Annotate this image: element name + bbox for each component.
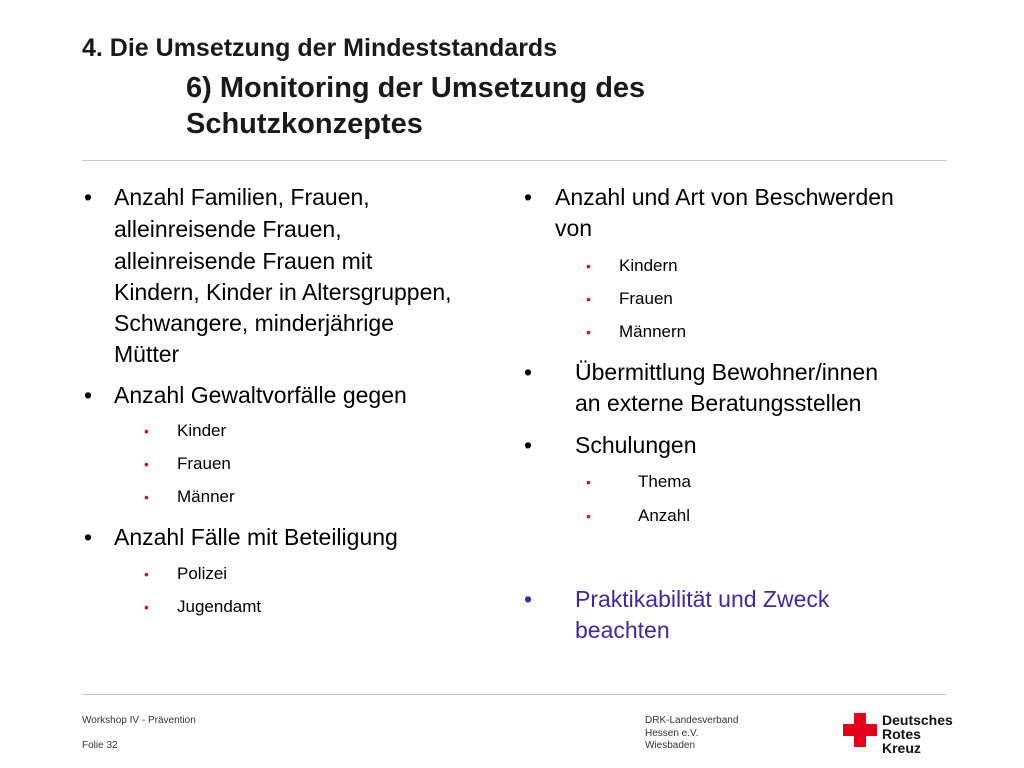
right-bullet-2-line: an externe Beratungsstellen (575, 390, 862, 416)
bullet-icon: • (586, 474, 591, 490)
left-bullet-3-line: Anzahl Fälle mit Beteiligung (114, 524, 398, 550)
right-bullet-1-line: von (555, 215, 593, 241)
left-bullet-1-line: alleinreisende Frauen, (114, 216, 342, 242)
footer-org-line-3: Wiesbaden (645, 740, 696, 751)
bullet-icon: • (524, 184, 533, 210)
right-bullet-3-line: Schulungen (575, 432, 697, 458)
title-divider (82, 160, 947, 161)
bullet-icon: • (524, 586, 533, 612)
right-bullet-4-line: Praktikabilität und Zweck (575, 586, 830, 612)
right-bullet-1-line: Anzahl und Art von Beschwerden (555, 184, 894, 210)
left-bullet-2-line: Anzahl Gewaltvorfälle gegen (114, 382, 407, 408)
bullet-icon: • (144, 599, 149, 615)
left-bullet-1-line: Schwangere, minderjährige (114, 310, 394, 336)
footer-org-line-1: DRK-Landesverband (645, 715, 739, 726)
footer-workshop: Workshop IV - Prävention (82, 715, 196, 726)
drk-logo-text (882, 713, 953, 755)
bullet-icon: • (586, 258, 591, 274)
bullet-icon: • (144, 456, 149, 472)
logo-line-3: Kreuz (882, 740, 921, 756)
red-cross-icon (843, 713, 877, 747)
footer-slide-number: Folie 32 (82, 740, 118, 751)
right-bullet-2-line: Übermittlung Bewohner/innen (575, 359, 879, 385)
bullet-icon: • (586, 508, 591, 524)
bullet-icon: • (84, 184, 93, 210)
logo-line-2: Rotes (882, 726, 921, 742)
logo-line-1: Deutsches (882, 712, 953, 728)
bullet-icon: • (524, 432, 533, 458)
slide-title-line-2: 6) Monitoring der Umsetzung des (186, 72, 646, 104)
slide-title-line-1: 4. Die Umsetzung der Mindeststandards (82, 34, 558, 62)
slide-title-line-3: Schutzkonzeptes (186, 108, 423, 140)
bullet-icon: • (84, 524, 93, 550)
bullet-icon: • (144, 566, 149, 582)
left-bullet-1-line: Mütter (114, 341, 180, 367)
bullet-icon: • (144, 489, 149, 505)
bullet-icon: • (586, 324, 591, 340)
bullet-icon: • (586, 291, 591, 307)
footer-divider (82, 694, 947, 695)
left-bullet-1-line: Anzahl Familien, Frauen, (114, 184, 370, 210)
bullet-icon: • (84, 382, 93, 408)
left-bullet-1-line: alleinreisende Frauen mit (114, 248, 373, 274)
left-bullet-1-line: Kindern, Kinder in Altersgruppen, (114, 279, 452, 305)
bullet-icon: • (144, 423, 149, 439)
right-bullet-4-line: beachten (575, 617, 670, 643)
footer-org-line-2: Hessen e.V. (645, 728, 699, 739)
bullet-icon: • (524, 359, 533, 385)
